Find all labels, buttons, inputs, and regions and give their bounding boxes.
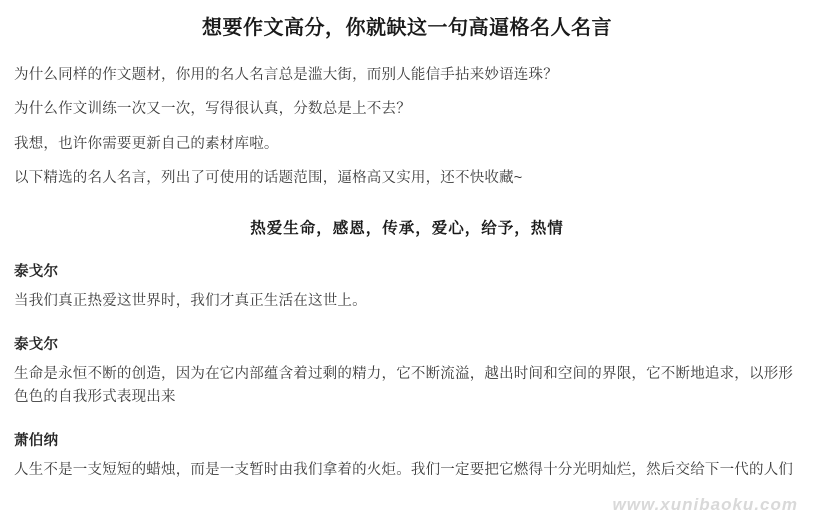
- intro-paragraph: 以下精选的名人名言，列出了可使用的话题范围，逼格高又实用，还不快收藏~: [14, 170, 523, 187]
- quote-author: 泰戈尔: [14, 337, 59, 354]
- intro-paragraph: 为什么同样的作文题材，你用的名人名言总是滥大街，而别人能信手拈来妙语连珠？: [14, 67, 558, 83]
- quote-author: 萧伯纳: [14, 433, 59, 450]
- page-title: 想要作文高分，你就缺这一句高逼格名人名言: [202, 17, 612, 39]
- quote-block: [14, 429, 800, 482]
- quote-block: [14, 260, 800, 313]
- watermark: www.xunibaoku.com: [612, 495, 798, 514]
- intro-paragraph: 为什么作文训练一次又一次，写得很认真，分数总是上不去？: [14, 101, 411, 118]
- section-heading: 热爱生命，感恩，传承，爱心，给予，热情: [250, 219, 564, 237]
- intro-section: [14, 64, 800, 190]
- document-page: [0, 14, 814, 523]
- quote-author: 泰戈尔: [14, 263, 59, 280]
- quote-block: [14, 333, 800, 409]
- intro-paragraph: 我想，也许你需要更新自己的素材库啦。: [14, 135, 279, 152]
- quote-text: 人生不是一支短短的蜡烛，而是一支暂时由我们拿着的火炬。我们一定要把它燃得十分光明灿烂，然后交给下一代的人们: [14, 462, 794, 479]
- quote-text: 生命是永恒不断的创造，因为在它内部蕴含着过剩的精力，它不断流溢，越出时间和空间的界限，它不断地追求，以形形色色的自我形式表现出来: [14, 366, 794, 406]
- quote-text: 当我们真正热爱这世界时，我们才真正生活在这世上。: [14, 292, 367, 309]
